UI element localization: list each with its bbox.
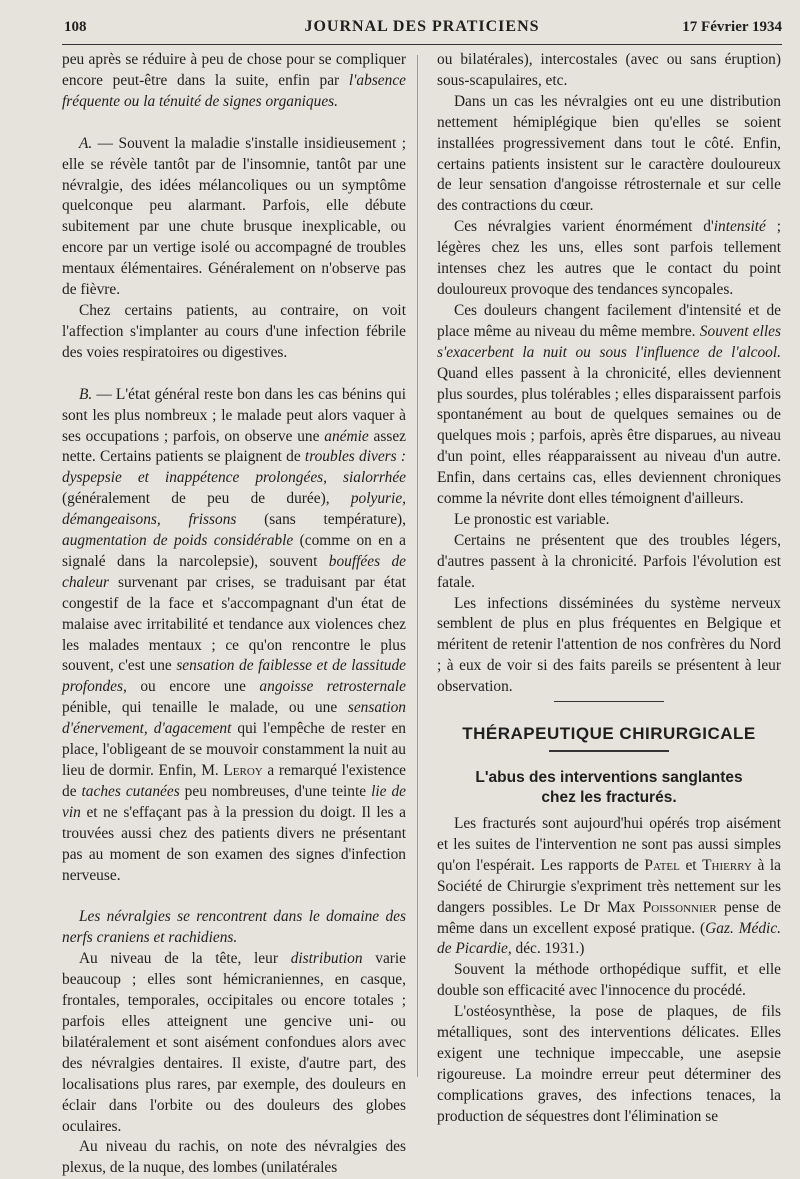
section-rule (554, 701, 664, 702)
paragraph: Les infections disséminées du système nerveux semblent de plus en plus fréquentes en Belgique et méritent de retenir l'attention de nos confrères du Nord ; à eux de voir si des faits pareils se présentent à leur observation. (437, 594, 781, 696)
section-underline (549, 750, 669, 752)
paragraph: ou bilatérales), intercostales (avec ou sans éruption) sous-scapulaires, etc. (437, 51, 781, 89)
issue-date: 17 Février 1934 (682, 19, 782, 35)
section-title: THÉRAPEUTIQUE CHIRURGICALE (462, 724, 756, 744)
paragraph: peu après se réduire à peu de chose pour se compliquer encore peut-être dans la suite, enfin par l'absence fréquente ou la ténuité de signes organiques. (62, 51, 406, 110)
section-label-b: B. (78, 385, 93, 403)
paragraph: Au niveau de la tête, leur distribution varie beaucoup ; elles sont hémicraniennes, en casque, frontales, temporales, occipitales ou encore totales ; parfois elles atteignent une gencive uni- ou bilatéralement et sont aisément confondues alors avec des névralgies dentaires. Il existe, d'autre part, des localisations plus rares, par exemple, des douleurs en éclair dans l'orbite ou des douleurs des globes oculaires. (62, 950, 407, 1135)
paragraph-b: B. — L'état général reste bon dans les cas bénins qui sont les plus nombreux ; le malade peut alors vaquer à ses occupations ; parfois, on observe une anémie assez nette. Certains patients se plaignent de troubles divers : dyspepsie et inappétence prolongées, sialorrhée (généralement de peu de durée), polyurie, démangeaisons, frissons (sans température), augmentation de poids considérable (comme on en a signalé dans la narcolepsie), souvent bouffées de chaleur survenant par crises, se traduisant par état congestif de la face et s'accompagnant d'un état de malaise avec irritabilité et tendance aux violences chez les malades mentaux ; ce qu'on rencontre le plus souvent, c'est une sensation de faiblesse et de lassitude profondes, ou encore une angoisse retrosternale pénible, qui tenaille le malade, ou une sensation d'énervement, d'agacement qui l'empêche de rester en place, l'obligeant de se mouvoir constamment la nuit au lieu de dormir. Enfin, M. Leroy a remarqué l'existence de taches cutanées peu nombreuses, d'une teinte lie de vin et ne s'effaçant pas à la pression du doigt. Il les a trouvées aussi chez des patients divers ne présentant pas au moment de son examen des signes d'infection nerveuse. (62, 385, 407, 884)
italic-subheading: Les névralgies se rencontrent dans le domaine des nerfs craniens et rachidiens. (62, 908, 406, 947)
paragraph: Les fracturés sont aujourd'hui opérés trop aisément et les suites de l'intervention ne sont pas aussi simples qu'on l'espérait. Les rapports de Patel et Thierry à la Société de Chirurgie s'expriment très nettement sur les dangers possibles. Le Dr Max Poissonnier pense de même dans un excellent exposé pratique. (Gaz. Médic. de Picardie, déc. 1931.) (437, 815, 781, 958)
paragraph: Ces douleurs changent facilement d'intensité et de place même au niveau du même membre. Souvent elles s'exacerbent la nuit ou sous l'influence de l'alcool. Quand elles passent à la chronicité, elles deviennent plus sourdes, plus tolérables ; elles disparaissent parfois spontanément au bout de quelques semaines ou de quelques mois ; parfois, après être disparues, au niveau d'un point, elles réapparaissent au niveau d'un autre. Enfin, dans certains cas, elles deviennent chroniques comme la névrite dont elles témoignent d'ailleurs. (437, 301, 781, 508)
paragraph: Certains ne présentent que des troubles légers, d'autres passent à la chronicité. Parfois l'évolution est fatale. (437, 531, 781, 591)
paragraph: Dans un cas les névralgies ont eu une distribution nettement hémiplégique bien qu'elles se soient installées progressivement dans tout le côté. Enfin, certains patients insistent sur le caractère douloureux de leur sensation d'angoisse rétrosternale et sur celle des contractions du cœur. (437, 92, 781, 215)
journal-title: JOURNAL DES PRATICIENS (304, 18, 540, 35)
paragraph: Chez certains patients, au contraire, on voit l'affection s'implanter au cours d'une infection fébrile des voies respiratoires ou digestives. (62, 301, 406, 361)
page-number: 108 (64, 19, 87, 35)
page-header (62, 14, 782, 45)
column-divider (417, 55, 418, 1077)
article-title: L'abus des interventions sanglantes chez les fracturés. (475, 769, 743, 806)
left-column (62, 50, 406, 1179)
paragraph: L'ostéosynthèse, la pose de plaques, de fils métalliques, sont des interventions délicates. Elles exigent une technique impeccable, une asepsie rigoureuse. La moindre erreur peut déterminer des complications graves, des infections tenaces, la production de séquestres dont l'élimination se (437, 1003, 781, 1125)
right-column (437, 50, 781, 1128)
author-name: Leroy (223, 762, 263, 779)
paragraph-a: A. — Souvent la maladie s'installe insidieusement ; elle se révèle tantôt par de l'insomnie, tantôt par une névralgie, des idées mélancoliques ou un symptôme quelconque peu alarmant. Parfois, elle débute subitement par une chute brusque inexplicable, ou encore par un vertige isolé ou accompagné de troubles mentaux élémentaires. Généralement on n'observe pas de fièvre. (62, 134, 406, 299)
paragraph: Le pronostic est variable. (453, 510, 610, 528)
paragraph: Au niveau du rachis, on note des névralgies des plexus, de la nuque, des lombes (unilatérales (62, 1138, 406, 1177)
section-label-a: A. (78, 134, 93, 152)
paragraph: Souvent la méthode orthopédique suffit, et elle double son efficacité avec l'innocence du procédé. (437, 961, 781, 1000)
paragraph: Ces névralgies varient énormément d'intensité ; légères chez les uns, elles sont parfois tellement intenses chez les autres que le contact du point douloureux provoque des tendances syncopales. (437, 218, 781, 298)
